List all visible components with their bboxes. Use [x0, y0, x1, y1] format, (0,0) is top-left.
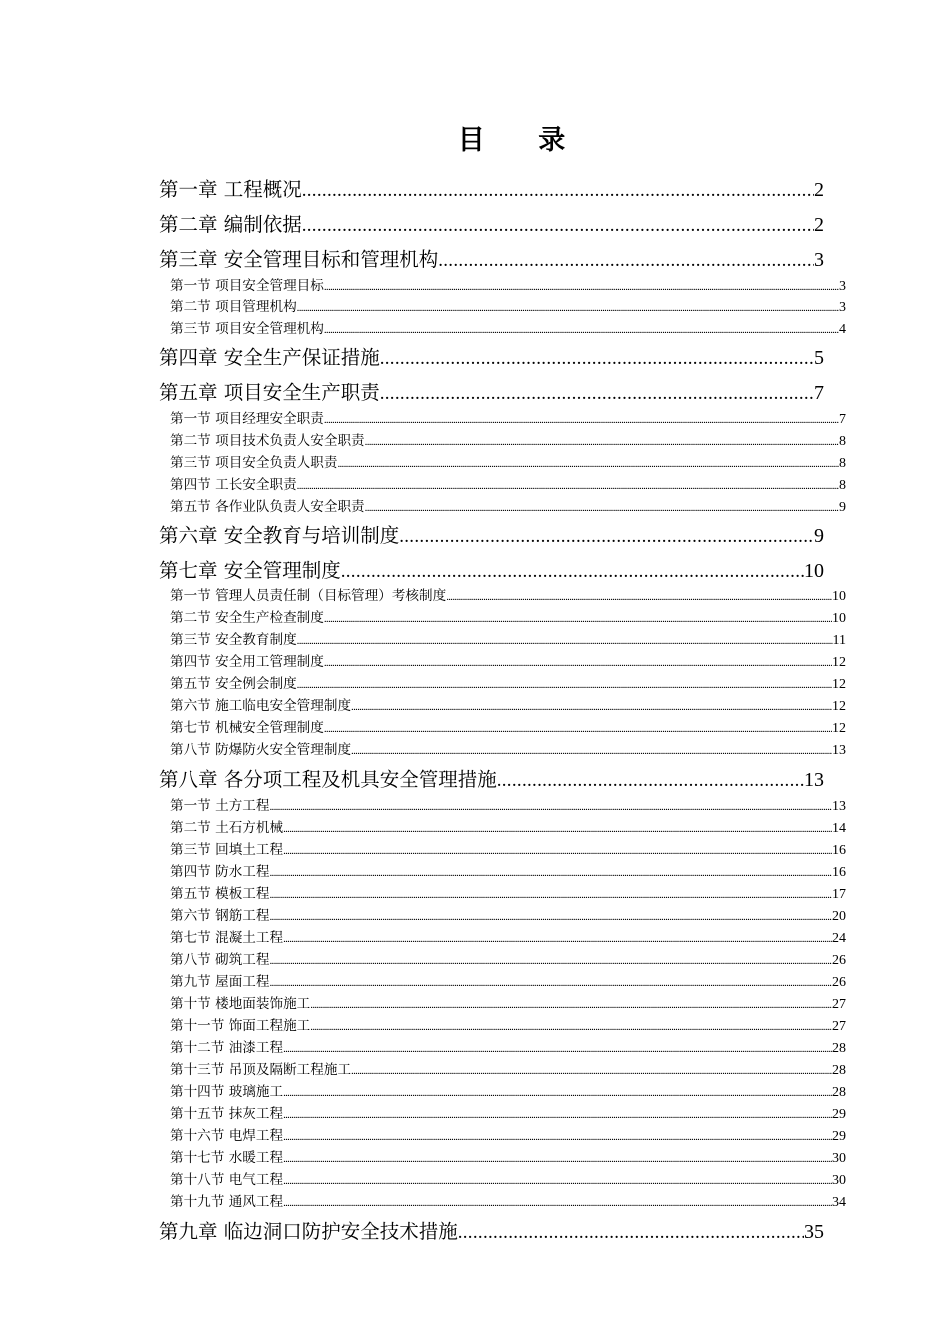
toc-dot-leader	[310, 1021, 832, 1033]
toc-page-number: 3	[814, 249, 824, 271]
toc-entry-label: 第八章 各分项工程及机具安全管理措施	[159, 768, 497, 791]
toc-page-number: 24	[832, 931, 846, 946]
toc-dot-leader	[351, 1065, 832, 1077]
toc-entry-label: 第十节 楼地面装饰施工	[170, 996, 311, 1012]
toc-section-entry[interactable]	[170, 317, 846, 339]
toc-section-entry[interactable]	[170, 1190, 846, 1212]
toc-dot-leader	[399, 526, 814, 548]
toc-dot-leader	[283, 1131, 832, 1143]
toc-entry-label: 第五节 各作业队负责人安全职责	[170, 499, 365, 515]
toc-section-entry[interactable]	[170, 1014, 846, 1036]
toc-entry-label: 第一节 项目安全管理目标	[170, 278, 324, 294]
toc-entry-label: 第三节 安全教育制度	[170, 632, 297, 648]
toc-dot-leader	[283, 1043, 832, 1055]
toc-page-number: 29	[832, 1107, 846, 1122]
toc-entry-label: 第七节 混凝土工程	[170, 930, 284, 946]
toc-entry-label: 第十九节 通风工程	[170, 1194, 284, 1210]
toc-section-entry[interactable]	[170, 1080, 846, 1102]
toc-entry-label: 第一节 管理人员责任制（目标管理）考核制度	[170, 588, 447, 604]
toc-entry-label: 第一节 项目经理安全职责	[170, 411, 324, 427]
toc-page-number: 14	[832, 821, 846, 836]
toc-entry-label: 第二节 土石方机械	[170, 820, 284, 836]
toc-chapter-entry[interactable]	[159, 209, 824, 239]
toc-entry-label: 第四节 安全用工管理制度	[170, 654, 324, 670]
toc-page-number: 12	[832, 655, 846, 670]
toc-dot-leader	[269, 955, 832, 967]
toc-page-number: 12	[832, 677, 846, 692]
toc-dot-leader	[269, 911, 832, 923]
toc-section-entry[interactable]	[170, 274, 846, 296]
toc-entry-label: 第四节 工长安全职责	[170, 477, 297, 493]
toc-section-entry[interactable]	[170, 738, 846, 760]
toc-section-entry[interactable]	[170, 1058, 846, 1080]
toc-page-number: 3	[839, 279, 846, 294]
toc-page-number: 27	[832, 997, 846, 1012]
toc-page-number: 12	[832, 699, 846, 714]
toc-entry-label: 第九节 屋面工程	[170, 974, 270, 990]
toc-dot-leader	[380, 348, 814, 370]
toc-page-number: 34	[832, 1195, 846, 1210]
toc-entry-label: 第九章 临边洞口防护安全技术措施	[159, 1220, 458, 1243]
toc-page-number: 9	[839, 500, 846, 515]
toc-dot-leader	[269, 889, 832, 901]
toc-entry-label: 第六章 安全教育与培训制度	[159, 524, 400, 547]
toc-page-number: 7	[839, 412, 846, 427]
toc-section-entry[interactable]	[170, 816, 846, 838]
toc-page-number: 3	[839, 300, 846, 315]
toc-chapter-entry[interactable]	[159, 555, 824, 585]
toc-entry-label: 第一章 工程概况	[159, 178, 302, 201]
toc-entry-label: 第五章 项目安全生产职责	[159, 381, 380, 404]
toc-dot-leader	[297, 635, 833, 647]
toc-dot-leader	[283, 933, 832, 945]
toc-section-entry[interactable]	[170, 970, 846, 992]
toc-section-entry[interactable]	[170, 429, 846, 451]
toc-dot-leader	[324, 324, 839, 336]
toc-entry-label: 第二节 项目管理机构	[170, 299, 297, 315]
toc-section-entry[interactable]	[170, 672, 846, 694]
toc-entry-label: 第二节 安全生产检查制度	[170, 610, 324, 626]
toc-dot-leader	[269, 801, 832, 813]
toc-page-number: 20	[832, 909, 846, 924]
toc-section-entry[interactable]	[170, 694, 846, 716]
toc-dot-leader	[302, 180, 814, 202]
toc-page-number: 2	[814, 214, 824, 236]
toc-page-number: 9	[814, 525, 824, 547]
toc-dot-leader	[337, 458, 839, 470]
toc-page-number: 8	[839, 434, 846, 449]
toc-chapter-entry[interactable]	[159, 520, 824, 550]
toc-entry-label: 第六节 施工临电安全管理制度	[170, 698, 352, 714]
toc-dot-leader	[324, 414, 839, 426]
toc-entry-label: 第八节 砌筑工程	[170, 952, 270, 968]
toc-dot-leader	[324, 613, 832, 625]
toc-entry-label: 第三节 项目安全负责人职责	[170, 455, 338, 471]
toc-dot-leader	[446, 591, 832, 603]
toc-chapter-entry[interactable]	[159, 1216, 824, 1246]
toc-dot-leader	[269, 977, 832, 989]
toc-page-number: 30	[832, 1173, 846, 1188]
toc-dot-leader	[283, 1087, 832, 1099]
toc-entry-label: 第二章 编制依据	[159, 213, 302, 236]
toc-entry-label: 第四节 防水工程	[170, 864, 270, 880]
toc-entry-label: 第十二节 油漆工程	[170, 1040, 284, 1056]
toc-entry-label: 第十六节 电焊工程	[170, 1128, 284, 1144]
toc-dot-leader	[324, 281, 839, 293]
toc-page-number: 8	[839, 478, 846, 493]
toc-chapter-entry[interactable]	[159, 764, 824, 794]
toc-entry-label: 第六节 钢筋工程	[170, 908, 270, 924]
toc-section-entry[interactable]	[170, 992, 846, 1014]
toc-entry-label: 第五节 安全例会制度	[170, 676, 297, 692]
toc-page-number: 30	[832, 1151, 846, 1166]
toc-section-entry[interactable]	[170, 1146, 846, 1168]
toc-page-number: 13	[832, 799, 846, 814]
toc-section-entry[interactable]	[170, 650, 846, 672]
toc-section-entry[interactable]	[170, 407, 846, 429]
toc-page-number: 16	[832, 843, 846, 858]
toc-page-number: 2	[814, 179, 824, 201]
toc-dot-leader	[297, 302, 839, 314]
toc-dot-leader	[283, 845, 832, 857]
toc-dot-leader	[324, 657, 832, 669]
toc-page-number: 12	[832, 721, 846, 736]
toc-page-number: 13	[804, 769, 824, 791]
toc-chapter-entry[interactable]	[159, 174, 824, 204]
toc-dot-leader	[438, 250, 814, 272]
toc-dot-leader	[302, 215, 814, 237]
toc-entry-label: 第十一节 饰面工程施工	[170, 1018, 311, 1034]
toc-page-number: 16	[832, 865, 846, 880]
toc-section-entry[interactable]	[170, 628, 846, 650]
toc-section-entry[interactable]	[170, 295, 846, 317]
toc-entry-label: 第五节 模板工程	[170, 886, 270, 902]
toc-entry-label: 第八节 防爆防火安全管理制度	[170, 742, 352, 758]
toc-entry-label: 第十五节 抹灰工程	[170, 1106, 284, 1122]
toc-entry-label: 第十七节 水暖工程	[170, 1150, 284, 1166]
toc-page-number: 11	[832, 633, 846, 648]
toc-page-number: 4	[839, 322, 846, 337]
toc-dot-leader	[283, 1197, 832, 1209]
toc-dot-leader	[380, 383, 814, 405]
toc-dot-leader	[365, 502, 839, 514]
toc-dot-leader	[297, 679, 832, 691]
toc-dot-leader	[351, 701, 832, 713]
toc-section-entry[interactable]	[170, 882, 846, 904]
toc-page-number: 7	[814, 382, 824, 404]
toc-dot-leader	[269, 867, 832, 879]
toc-page-number: 28	[832, 1041, 846, 1056]
toc-section-entry[interactable]	[170, 451, 846, 473]
toc-page-number: 28	[832, 1085, 846, 1100]
toc-section-entry[interactable]	[170, 1036, 846, 1058]
toc-section-entry[interactable]	[170, 926, 846, 948]
toc-section-entry[interactable]	[170, 1168, 846, 1190]
toc-section-entry[interactable]	[170, 1124, 846, 1146]
toc-page-number: 28	[832, 1063, 846, 1078]
toc-entry-label: 第三节 回填土工程	[170, 842, 284, 858]
toc-page-number: 10	[832, 611, 846, 626]
toc-chapter-entry[interactable]	[159, 244, 824, 274]
toc-page-number: 5	[814, 347, 824, 369]
toc-dot-leader	[458, 1222, 804, 1244]
toc-dot-leader	[283, 1153, 832, 1165]
toc-section-entry[interactable]	[170, 838, 846, 860]
toc-page-number: 13	[832, 743, 846, 758]
toc-dot-leader	[283, 823, 832, 835]
toc-section-entry[interactable]	[170, 606, 846, 628]
toc-entry-label: 第三章 安全管理目标和管理机构	[159, 248, 439, 271]
toc-section-entry[interactable]	[170, 584, 846, 606]
toc-dot-leader	[297, 480, 839, 492]
toc-page-number: 27	[832, 1019, 846, 1034]
toc-entry-label: 第七章 安全管理制度	[159, 559, 341, 582]
toc-dot-leader	[497, 770, 804, 792]
toc-section-entry[interactable]	[170, 904, 846, 926]
toc-dot-leader	[310, 999, 832, 1011]
toc-entry-label: 第三节 项目安全管理机构	[170, 321, 324, 337]
toc-entry-label: 第十八节 电气工程	[170, 1172, 284, 1188]
toc-section-entry[interactable]	[170, 948, 846, 970]
toc-dot-leader	[283, 1109, 832, 1121]
toc-entry-label: 第二节 项目技术负责人安全职责	[170, 433, 365, 449]
toc-section-entry[interactable]	[170, 473, 846, 495]
toc-entry-label: 第十四节 玻璃施工	[170, 1084, 284, 1100]
toc-dot-leader	[341, 561, 804, 583]
toc-section-entry[interactable]	[170, 794, 846, 816]
toc-section-entry[interactable]	[170, 716, 846, 738]
toc-page-number: 26	[832, 953, 846, 968]
toc-dot-leader	[283, 1175, 832, 1187]
toc-entry-label: 第十三节 吊顶及隔断工程施工	[170, 1062, 352, 1078]
toc-entry-label: 第七节 机械安全管理制度	[170, 720, 324, 736]
toc-page-number: 10	[832, 589, 846, 604]
toc-section-entry[interactable]	[170, 860, 846, 882]
toc-section-entry[interactable]	[170, 495, 846, 517]
toc-chapter-entry[interactable]	[159, 377, 824, 407]
toc-entry-label: 第四章 安全生产保证措施	[159, 346, 380, 369]
toc-page-number: 35	[804, 1221, 824, 1243]
toc-page-number: 10	[804, 560, 824, 582]
toc-page-number: 26	[832, 975, 846, 990]
toc-dot-leader	[365, 436, 839, 448]
toc-page-number: 29	[832, 1129, 846, 1144]
toc-page-number: 17	[832, 887, 846, 902]
toc-section-entry[interactable]	[170, 1102, 846, 1124]
toc-chapter-entry[interactable]	[159, 342, 824, 372]
toc-entry-label: 第一节 土方工程	[170, 798, 270, 814]
toc-page-number: 8	[839, 456, 846, 471]
toc-title: 目 录	[457, 125, 588, 156]
toc-dot-leader	[324, 723, 832, 735]
toc-dot-leader	[351, 745, 832, 757]
